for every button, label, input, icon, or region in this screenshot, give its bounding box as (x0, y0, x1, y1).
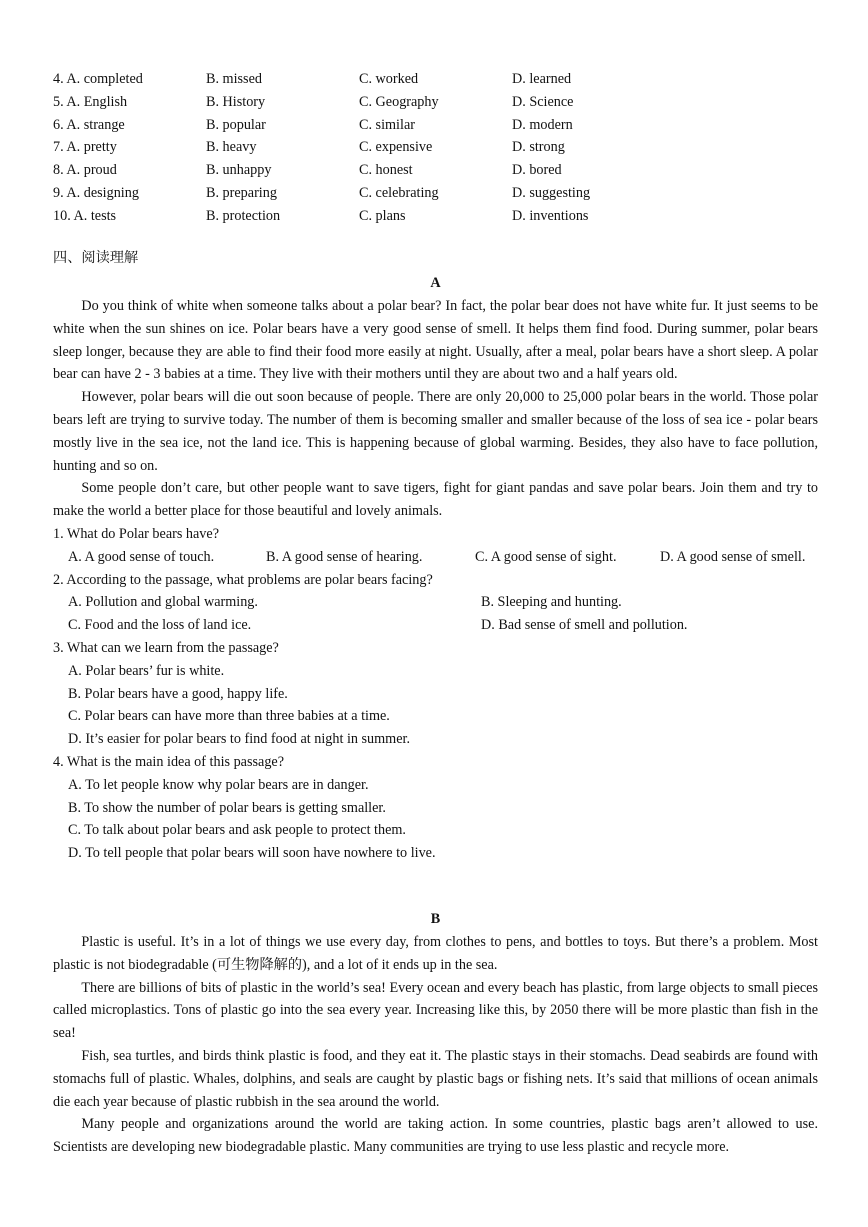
option-c: C. honest (359, 162, 413, 179)
option-c: C. Geography (359, 93, 439, 110)
choice-b: B. To show the number of polar bears is getting smaller. (68, 799, 386, 816)
article-a (53, 271, 818, 865)
option-row (53, 91, 833, 114)
option-a: 10. A. tests (53, 207, 117, 224)
option-b: B. popular (206, 116, 266, 133)
article-title: B (430, 911, 441, 927)
choice-d: D. Bad sense of smell and pollution. (481, 617, 688, 634)
paragraph: However, polar bears will die out soon because of people. There are only 20,000 to 25,000 polar bears in the world. Those polar bears left are trying to survive today. The number of them is becoming smaller and smaller because of the loss of sea ice - polar bears mostly live in the sea ice, not the land ice. This is happening because of global warming. Besides, they also have to face pollution, hunting and so on. (53, 389, 818, 474)
choice-a: A. To let people know why polar bears are in danger. (68, 776, 369, 793)
option-c: C. worked (359, 71, 419, 87)
choice-row (53, 591, 818, 614)
question-stem: 2. According to the passage, what problems are polar bears facing? (53, 571, 433, 588)
choice-a: A. Pollution and global warming. (68, 594, 258, 611)
choice-c: C. To talk about polar bears and ask people to protect them. (68, 822, 406, 839)
choice-a: A. A good sense of touch. (68, 548, 215, 565)
choice-d: D. To tell people that polar bears will soon have nowhere to live. (68, 845, 436, 862)
question-stem: 4. What is the main idea of this passage? (53, 753, 285, 770)
option-d: D. Science (512, 93, 574, 110)
option-d: D. bored (512, 162, 562, 179)
paragraph: There are billions of bits of plastic in the world’s sea! Every ocean and every beach has plastic, from large objects to small pieces called microplastics. Tons of plastic go into the sea every year. Increasing like this, by 2050 there will be more plastic than fish in the sea! (53, 979, 818, 1042)
option-d: D. modern (512, 116, 573, 133)
choice-d: D. A good sense of smell. (660, 548, 806, 565)
option-c: C. plans (359, 207, 406, 224)
choice-b: B. Sleeping and hunting. (481, 594, 622, 611)
article-b (53, 907, 818, 1159)
option-row (53, 136, 833, 159)
option-a: 4. A. completed (53, 71, 143, 87)
option-row (53, 159, 833, 182)
option-b: B. heavy (206, 139, 257, 156)
paragraph: Plastic is useful. It’s in a lot of things we use every day, from clothes to pens, and bottles to toys. But there’s a problem. Most plastic is not biodegradable (可生物降解的), and a lot of it ends up in the sea. (53, 934, 818, 973)
option-d: D. learned (512, 71, 572, 87)
question-stem: 1. What do Polar bears have? (53, 525, 219, 542)
option-b: B. History (206, 93, 266, 110)
option-d: D. strong (512, 139, 565, 156)
option-b: B. missed (206, 71, 262, 87)
section-title: 四、阅读理解 (53, 250, 139, 266)
choice-c: C. Food and the loss of land ice. (68, 617, 252, 634)
choice-a: A. Polar bears’ fur is white. (68, 662, 225, 679)
question-stem: 3. What can we learn from the passage? (53, 639, 279, 656)
option-a: 8. A. proud (53, 162, 117, 179)
option-c: C. celebrating (359, 184, 439, 201)
option-b: B. unhappy (206, 162, 272, 179)
option-row (53, 182, 833, 205)
choice-b: B. Polar bears have a good, happy life. (68, 685, 288, 702)
article-title: A (430, 275, 441, 291)
option-row (53, 205, 833, 228)
paragraph: Some people don’t care, but other people want to save tigers, fight for giant pandas and save polar bears. Join them and try to make the world a better place for those beautiful and lovely animals. (53, 480, 818, 520)
option-b: B. preparing (206, 184, 277, 201)
option-a: 9. A. designing (53, 184, 139, 201)
choice-row (53, 546, 818, 569)
choice-c: C. Polar bears can have more than three babies at a time. (68, 708, 390, 725)
paragraph: Fish, sea turtles, and birds think plastic is food, and they eat it. The plastic stays in their stomachs. Dead seabirds are found with stomachs full of plastic. Whales, dolphins, and seals are caught by plastic bags or fishing nets. It’s said that millions of ocean animals die each year because of plastic rubbish in the sea around the world. (53, 1047, 818, 1110)
option-c: C. expensive (359, 139, 433, 156)
cloze-options (53, 68, 833, 228)
paragraph: Do you think of white when someone talks about a polar bear? In fact, the polar bear does not have white fur. It just seems to be white when the sun shines on ice. Polar bears have a very good sense of smell. It helps them find food. During summer, polar bears sleep longer, because they are able to find their food more easily at night. Usually, after a meal, polar bears have a short sleep. A polar bear can have 2 - 3 babies at a time. They live with their mothers until they are about two and a half years old. (53, 298, 818, 383)
option-row (53, 114, 833, 137)
option-a: 6. A. strange (53, 116, 125, 133)
option-c: C. similar (359, 116, 415, 133)
choice-d: D. It’s easier for polar bears to find food at night in summer. (68, 731, 410, 748)
option-d: D. suggesting (512, 184, 591, 201)
choice-row (53, 614, 818, 637)
option-a: 5. A. English (53, 93, 128, 110)
option-b: B. protection (206, 207, 281, 224)
option-row (53, 68, 833, 91)
choice-b: B. A good sense of hearing. (266, 548, 423, 565)
option-d: D. inventions (512, 207, 589, 224)
paragraph: Many people and organizations around the world are taking action. In some countries, plastic bags aren’t allowed to use. Scientists are developing new biodegradable plastic. Many communities are trying to use less plastic and recycle more. (53, 1116, 818, 1156)
choice-c: C. A good sense of sight. (475, 548, 617, 565)
option-a: 7. A. pretty (53, 139, 117, 156)
